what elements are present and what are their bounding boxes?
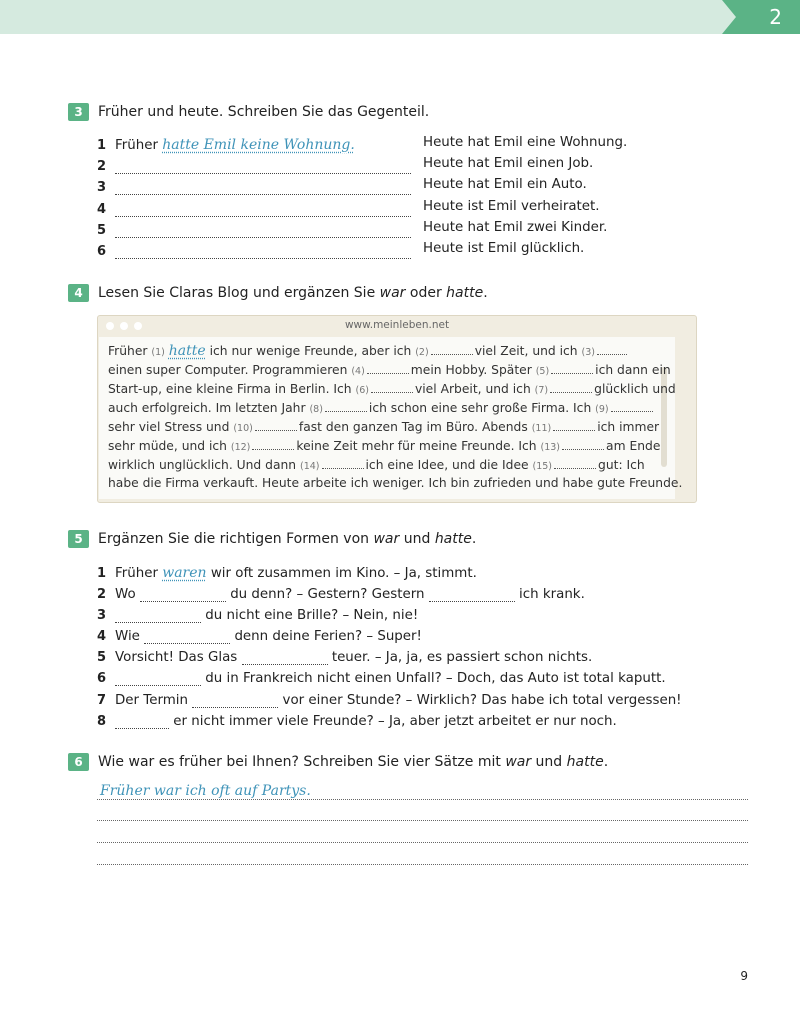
exercise-5-row-6: 6 du in Frankreich nicht einen Unfall? – Doch, das Auto ist total kaputt. [97, 671, 666, 686]
blog-blank[interactable] [325, 400, 367, 412]
answer-blank[interactable] [115, 159, 411, 174]
answer-blank[interactable] [140, 587, 226, 602]
exercise-5-row-8: 8 er nicht immer viele Freunde? – Ja, aber jetzt arbeitet er nur noch. [97, 714, 617, 729]
exercise-number-badge: 4 [68, 284, 89, 302]
example-answer: hatte Emil keine Wohnung. [162, 137, 355, 153]
exercise-5-row-3: 3 du nicht eine Brille? – Nein, nie! [97, 608, 419, 623]
row-number: 3 [97, 180, 107, 195]
blog-text [99, 337, 683, 499]
answer-blank[interactable] [242, 650, 328, 665]
browser-title-bar [98, 316, 696, 336]
exercise-5-row-7: 7 Der Termin vor einer Stunde? – Wirklich? Das habe ich total vergessen! [97, 693, 682, 708]
exercise-5-heading [68, 530, 476, 548]
answer-blank[interactable] [115, 202, 411, 217]
exercise-title: Wie war es früher bei Ihnen? Schreiben Sie vier Sätze mit war und hatte. [98, 754, 609, 770]
blog-blank[interactable] [431, 343, 473, 355]
exercise-5-row-4: 4 Wie denn deine Ferien? – Super! [97, 629, 422, 644]
blog-line: einen super Computer. Programmieren (4) mein Hobby. Später (5) ich dann ein [108, 363, 671, 377]
blog-blank[interactable] [550, 381, 592, 393]
answer-blank[interactable] [115, 180, 411, 195]
example-answer: waren [162, 565, 207, 581]
answer-blank[interactable] [115, 223, 411, 238]
exercise-title: Ergänzen Sie die richtigen Formen von war und hatte. [98, 531, 477, 547]
answer-blank[interactable] [115, 608, 201, 623]
exercise-3-heading [68, 103, 429, 121]
row-statement: Heute ist Emil glücklich. [423, 241, 585, 256]
exercise-title: Lesen Sie Claras Blog und ergänzen Sie war oder hatte. [98, 285, 488, 301]
row-number: 4 [97, 202, 107, 217]
writing-line[interactable] [97, 799, 748, 800]
blog-line: auch erfolgreich. Im letzten Jahr (8) ich schon eine sehr große Firma. Ich (9) [108, 400, 655, 415]
exercise-3-row-2 [97, 154, 411, 174]
blog-blank[interactable] [597, 343, 627, 355]
row-number: 6 [97, 244, 107, 259]
answer-blank[interactable] [115, 244, 411, 259]
blog-blank[interactable] [367, 362, 409, 374]
blog-answer-1: hatte [168, 343, 206, 359]
exercise-number-badge: 6 [68, 753, 89, 771]
blog-blank[interactable] [611, 400, 653, 412]
answer-blank[interactable] [115, 714, 169, 729]
top-header-bar [0, 0, 800, 34]
row-number: 5 [97, 223, 107, 238]
exercise-3-row-1 [97, 133, 355, 153]
row-statement: Heute hat Emil eine Wohnung. [423, 135, 628, 150]
exercise-3-row-5 [97, 218, 411, 238]
writing-line[interactable] [97, 842, 748, 843]
blog-line: sehr viel Stress und (10) fast den ganzen Tag im Büro. Abends (11) ich immer [108, 420, 660, 434]
example-answer: Früher war ich oft auf Partys. [100, 783, 311, 799]
row-statement: Heute hat Emil zwei Kinder. [423, 220, 608, 235]
blog-blank[interactable] [322, 457, 364, 469]
writing-line[interactable] [97, 864, 748, 865]
page-number: 9 [740, 969, 748, 983]
exercise-title: Früher und heute. Schreiben Sie das Gegenteil. [98, 104, 430, 120]
blog-line: Start-up, eine kleine Firma in Berlin. Ich (6) viel Arbeit, und ich (7) glücklich und [108, 382, 676, 396]
blog-blank[interactable] [255, 419, 297, 431]
blog-line: habe die Firma verkauft. Heute arbeite ich weniger. Ich bin zufrieden und habe gute Freunde. [108, 476, 683, 490]
row-number: 2 [97, 159, 107, 174]
blog-browser-window [97, 315, 697, 503]
blog-blank[interactable] [554, 457, 596, 469]
blog-blank[interactable] [562, 438, 604, 450]
blog-blank[interactable] [371, 381, 413, 393]
row-number: 1 [97, 138, 107, 153]
blog-line: sehr müde, und ich (12) keine Zeit mehr für meine Freunde. Ich (13) am Ende [108, 439, 661, 453]
row-statement: Heute hat Emil einen Job. [423, 156, 594, 171]
browser-url: www.meinleben.net [344, 319, 450, 331]
answer-blank[interactable] [144, 629, 230, 644]
exercise-number-badge: 5 [68, 530, 89, 548]
blog-blank[interactable] [551, 362, 593, 374]
row-prefix: Früher [115, 138, 158, 153]
exercise-4-heading [68, 284, 488, 302]
exercise-5-row-5: 5 Vorsicht! Das Glas teuer. – Ja, ja, es passiert schon nichts. [97, 650, 593, 665]
exercise-5-row-2: 2 Wo du denn? – Gestern? Gestern ich krank. [97, 587, 585, 602]
blog-line: wirklich unglücklich. Und dann (14) ich eine Idee, und die Idee (15) gut: Ich [108, 458, 645, 472]
writing-line[interactable] [97, 820, 748, 821]
exercise-3-row-6 [97, 239, 411, 259]
answer-blank[interactable] [115, 671, 201, 686]
row-statement: Heute hat Emil ein Auto. [423, 177, 587, 192]
blog-blank[interactable] [252, 438, 294, 450]
row-statement: Heute ist Emil verheiratet. [423, 199, 600, 214]
exercise-3-row-4 [97, 197, 411, 217]
exercise-5-row-1: 1 Früher waren wir oft zusammen im Kino. – Ja, stimmt. [97, 565, 477, 581]
exercise-6-heading [68, 753, 608, 771]
exercise-3-row-3 [97, 175, 411, 195]
answer-blank[interactable] [192, 693, 278, 708]
blog-blank[interactable] [553, 419, 595, 431]
exercise-number-badge: 3 [68, 103, 89, 121]
chapter-number: 2 [769, 5, 782, 29]
answer-blank[interactable] [429, 587, 515, 602]
blog-line: Früher (1) hatte ich nur wenige Freunde, aber ich (2) viel Zeit, und ich (3) [108, 343, 629, 359]
